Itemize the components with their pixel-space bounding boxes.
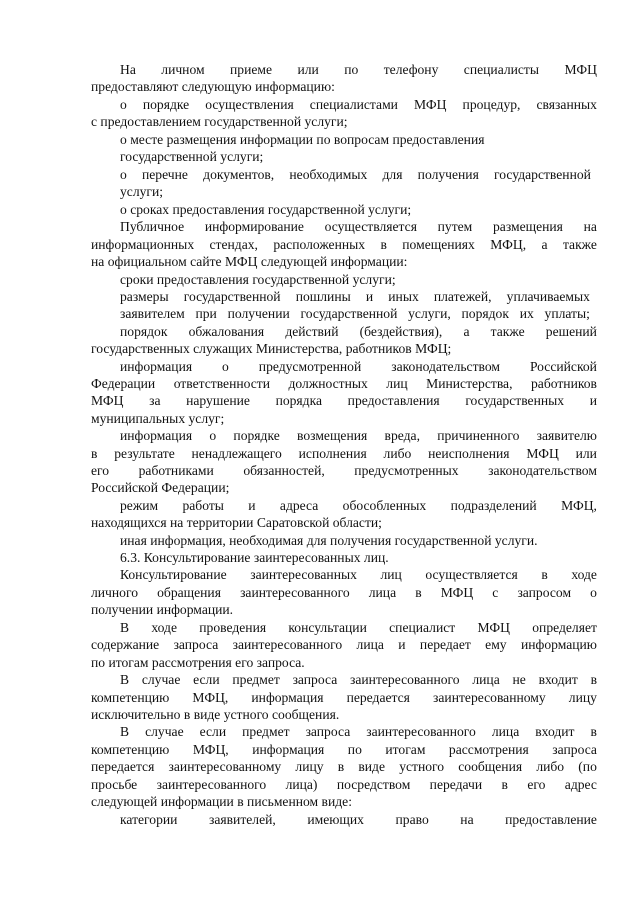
word: о [222, 359, 229, 374]
word: заявителю [536, 428, 597, 443]
word: посредством [336, 777, 411, 792]
word: расположенных [273, 237, 366, 252]
word: МФЦ [564, 62, 597, 77]
word: МФЦ [414, 97, 447, 112]
text-line: по итогам рассмотрения его запроса. [91, 655, 305, 670]
word: связанных [536, 97, 597, 112]
word: (по [578, 759, 597, 774]
word: в [415, 585, 422, 600]
word: предмет [232, 672, 280, 687]
word: предусмотренной [258, 359, 362, 374]
word: пошлины [295, 289, 351, 304]
word: определяет [532, 620, 597, 635]
word: и [589, 393, 597, 408]
word: в [380, 237, 387, 252]
text-line: муниципальных услуг; [91, 411, 225, 426]
text-line [91, 637, 597, 653]
word: информация [251, 690, 324, 705]
word: МФЦ, [490, 237, 527, 252]
word: предусмотренных [354, 463, 459, 478]
word: размеры [120, 289, 169, 304]
text-line: предоставляют следующую информацию: [91, 79, 335, 94]
word: Российской [529, 359, 597, 374]
word: его [91, 463, 110, 478]
word: нарушение [186, 393, 250, 408]
word: заявителей, [208, 812, 276, 827]
word: на [460, 812, 474, 827]
word: входит [535, 724, 575, 739]
word: информационных [91, 237, 195, 252]
word: специалист [389, 620, 456, 635]
word: для [382, 167, 403, 182]
word: заинтересованному [168, 759, 282, 774]
text-line: с предоставлением государственной услуги; [91, 114, 348, 129]
word: размещения [492, 219, 563, 234]
word: консультации [288, 620, 367, 635]
word: заинтересованному [433, 690, 546, 705]
word: передает [419, 637, 471, 652]
word: также [562, 237, 597, 252]
word: стендах, [209, 237, 258, 252]
word: рассмотрения [448, 742, 529, 757]
word: запроса [552, 742, 597, 757]
text-line [120, 724, 597, 740]
word: в [91, 446, 98, 461]
word: и [365, 289, 374, 304]
word: передачи [429, 777, 483, 792]
word: документов, [203, 167, 275, 182]
word: и [248, 498, 256, 513]
word: о [590, 585, 597, 600]
word: передается [91, 759, 155, 774]
word: запросом [517, 585, 572, 600]
word: действий [285, 324, 339, 339]
word: сообщения [458, 759, 523, 774]
text-line [91, 759, 597, 775]
word: лица [472, 672, 500, 687]
text-line: о сроках предоставления государственной услуги; [120, 202, 412, 217]
word: получения [417, 167, 479, 182]
word: Федерации [91, 376, 156, 391]
word: приеме [230, 62, 273, 77]
word: порядке [142, 97, 190, 112]
word: имеющих [307, 812, 364, 827]
word: лиц [386, 376, 408, 391]
word: итогам [385, 742, 426, 757]
word: предоставление [505, 812, 597, 827]
word: осуществляется [425, 567, 518, 582]
word: если [193, 672, 220, 687]
text-line [91, 393, 597, 409]
word: право [395, 812, 429, 827]
word: не [512, 672, 526, 687]
word: информация [120, 428, 193, 443]
word: перечне [142, 167, 188, 182]
word: В [120, 620, 130, 635]
word: помещениях [402, 237, 475, 252]
word: специалисты [463, 62, 540, 77]
word: запроса [292, 672, 338, 687]
text-line: находящихся на территории Саратовской области; [91, 515, 382, 530]
word: процедур, [462, 97, 521, 112]
text-line [120, 567, 597, 583]
word: заинтересованных [250, 567, 357, 582]
word: при [195, 306, 217, 321]
word: ходе [571, 567, 597, 582]
word: ответственности [173, 376, 271, 391]
word: обособленных [342, 498, 427, 513]
word: если [199, 724, 227, 739]
word: о [120, 167, 127, 182]
word: а [463, 324, 470, 339]
word: подразделений [450, 498, 537, 513]
word: проведения [199, 620, 267, 635]
text-line [120, 359, 597, 375]
word: возмещения [297, 428, 368, 443]
word: МФЦ, [561, 498, 597, 513]
word: порядок [120, 324, 168, 339]
word: информация [252, 742, 325, 757]
word: Публичное [120, 219, 185, 234]
word: обращения [157, 585, 221, 600]
word: платежей, [433, 289, 492, 304]
word: содержание [91, 637, 160, 652]
word: лица [491, 724, 520, 739]
word: заявителем [120, 306, 185, 321]
text-line: государственной услуги; [120, 149, 264, 164]
text-line: услуги; [120, 184, 164, 199]
text-line [120, 289, 590, 305]
text-line [120, 324, 597, 340]
text-line: исключительно в виде устного сообщения. [91, 707, 340, 722]
word: специалистами [309, 97, 398, 112]
word: лиц [380, 567, 402, 582]
word: заинтересованного [350, 672, 460, 687]
word: лицу [295, 759, 324, 774]
word: МФЦ, [192, 690, 229, 705]
word: МФЦ [440, 585, 474, 600]
word: запроса [305, 724, 351, 739]
word: устного [399, 759, 445, 774]
word: в [337, 759, 345, 774]
text-line: сроки предоставления государственной услуги; [120, 272, 396, 287]
word: уплачиваемых [506, 289, 590, 304]
word: либо [536, 759, 565, 774]
word: или [297, 62, 319, 77]
word: о [209, 428, 217, 443]
word: МФЦ [91, 393, 124, 408]
word: по [344, 62, 359, 77]
word: государственных [465, 393, 565, 408]
word: информацию [520, 637, 597, 652]
word: результате [114, 446, 175, 461]
word: ему [485, 637, 507, 652]
section-heading: 6.3. Консультирование заинтересованных лиц. [120, 550, 389, 565]
text-line [120, 428, 597, 444]
word: ненадлежащего [191, 446, 282, 461]
word: ходе [151, 620, 177, 635]
word: на [583, 219, 597, 234]
word: личном [161, 62, 205, 77]
word: компетенцию [91, 742, 170, 757]
word: (бездействия), [359, 324, 443, 339]
text-line: Российской Федерации; [91, 480, 230, 495]
word: личного [91, 585, 139, 600]
word: заинтересованного [156, 777, 267, 792]
text-line [91, 237, 597, 253]
word: В [120, 724, 130, 739]
text-line [120, 219, 597, 235]
word: государственной [183, 289, 281, 304]
word: МФЦ, [192, 742, 229, 757]
word: а [541, 237, 548, 252]
word: работниками [138, 463, 214, 478]
word: заинтересованного [366, 724, 476, 739]
word: категории [120, 812, 178, 827]
word: неисполнения [428, 446, 510, 461]
word: предоставления [347, 393, 440, 408]
word: за [149, 393, 161, 408]
word: телефону [383, 62, 439, 77]
word: адреса [279, 498, 319, 513]
word: порядок [461, 306, 509, 321]
word: МФЦ [477, 620, 510, 635]
word: заинтересованного [232, 637, 343, 652]
text-line [91, 742, 597, 758]
text-line [120, 812, 597, 828]
text-line [91, 690, 597, 706]
word: услуги, [408, 306, 451, 321]
text-line [120, 306, 590, 322]
text-line: получении информации. [91, 602, 234, 617]
word: осуществления [205, 97, 294, 112]
word: режим [120, 498, 159, 513]
word: осуществляется [324, 219, 417, 234]
word: с [492, 585, 499, 600]
word: их [519, 306, 534, 321]
text-line [120, 498, 597, 514]
word: обжалования [188, 324, 265, 339]
text-line [91, 463, 597, 479]
word: необходимых [289, 167, 368, 182]
text-line [120, 62, 597, 78]
text-line [120, 620, 597, 636]
word: исполнения [298, 446, 367, 461]
word: иных [388, 289, 419, 304]
text-line: о месте размещения информации по вопросам предоставления [120, 132, 485, 147]
text-line [91, 446, 597, 462]
word: законодательством [391, 359, 500, 374]
word: информация [120, 359, 193, 374]
word: На [120, 62, 136, 77]
word: и [398, 637, 406, 652]
word: случае [141, 672, 181, 687]
text-line [120, 672, 597, 688]
word: вреда, [384, 428, 420, 443]
word: лица) [285, 777, 318, 792]
word: уплаты; [544, 306, 590, 321]
word: работников [530, 376, 597, 391]
text-line: государственных служащих Министерства, работников МФЦ; [91, 341, 452, 356]
text-line [91, 777, 597, 793]
word: лицу [568, 690, 597, 705]
word: Консультирование [120, 567, 227, 582]
word: заинтересованного [240, 585, 350, 600]
word: получении [227, 306, 290, 321]
word: государственной [494, 167, 591, 182]
text-line: следующей информации в письменном виде: [91, 794, 352, 809]
word: путем [437, 219, 473, 234]
text-line [120, 167, 591, 183]
word: причиненного [437, 428, 520, 443]
word: виде [358, 759, 385, 774]
word: компетенцию [91, 690, 170, 705]
word: В [120, 672, 130, 687]
word: решений [545, 324, 597, 339]
word: или [575, 446, 597, 461]
word: законодательством [488, 463, 597, 478]
word: случае [145, 724, 184, 739]
word: его [527, 777, 546, 792]
word: государственной [300, 306, 398, 321]
word: порядке [233, 428, 280, 443]
word: просьбе [91, 777, 138, 792]
text-line [91, 376, 597, 392]
text-line: на официальном сайте МФЦ следующей информации: [91, 254, 408, 269]
word: адрес [564, 777, 597, 792]
word: работы [182, 498, 224, 513]
text-line [91, 585, 597, 601]
word: в [590, 724, 597, 739]
word: лица [368, 585, 397, 600]
word: в [501, 777, 508, 792]
word: передается [346, 690, 410, 705]
word: запроса [173, 637, 219, 652]
word: входит [538, 672, 578, 687]
word: по [347, 742, 362, 757]
word: обязанностей, [243, 463, 325, 478]
text-line: иная информация, необходимая для получения государственной услуги. [120, 533, 538, 548]
word: предмет [242, 724, 290, 739]
word: лица [356, 637, 384, 652]
word: в [541, 567, 548, 582]
word: порядка [275, 393, 323, 408]
word: также [490, 324, 525, 339]
word: информирование [204, 219, 304, 234]
word: Министерства, [426, 376, 513, 391]
word: в [590, 672, 597, 687]
word: либо [383, 446, 412, 461]
text-line [120, 97, 597, 113]
word: о [120, 97, 127, 112]
word: МФЦ [526, 446, 559, 461]
word: должностных [288, 376, 368, 391]
